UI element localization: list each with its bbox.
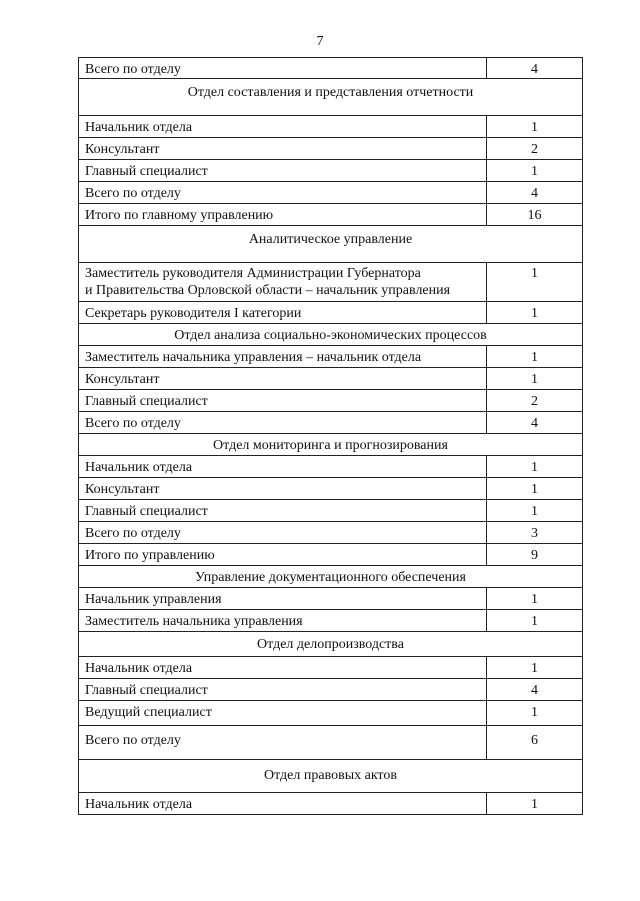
position-title: Главный специалист (79, 679, 487, 701)
position-count: 1 (487, 478, 583, 500)
position-title: Заместитель начальника управления (79, 610, 487, 632)
table-row (79, 160, 583, 182)
position-title: Консультант (79, 478, 487, 500)
position-count: 2 (487, 138, 583, 160)
position-title: Главный специалист (79, 500, 487, 522)
position-count: 1 (487, 346, 583, 368)
section-row (79, 79, 583, 116)
section-row (79, 632, 583, 657)
position-title: Консультант (79, 138, 487, 160)
section-heading: Отдел правовых актов (79, 760, 583, 793)
position-title: Итого по главному управлению (79, 204, 487, 226)
position-title: Всего по отделу (79, 412, 487, 434)
position-title: Заместитель начальника управления – начальник отдела (79, 346, 487, 368)
table-row (79, 544, 583, 566)
section-heading: Аналитическое управление (79, 226, 583, 263)
position-title: Всего по отделу (79, 726, 487, 760)
position-count: 1 (487, 456, 583, 478)
position-title: Итого по управлению (79, 544, 487, 566)
table-row (79, 182, 583, 204)
position-count: 4 (487, 182, 583, 204)
section-heading: Управление документационного обеспечения (79, 566, 583, 588)
position-title: Всего по отделу (79, 58, 487, 79)
position-count: 1 (487, 263, 583, 302)
table-row (79, 456, 583, 478)
position-count: 6 (487, 726, 583, 760)
position-title: Начальник управления (79, 588, 487, 610)
position-title: Начальник отдела (79, 657, 487, 679)
position-title: Ведущий специалист (79, 701, 487, 726)
position-count: 16 (487, 204, 583, 226)
table-row (79, 522, 583, 544)
section-row (79, 760, 583, 793)
position-title: Главный специалист (79, 160, 487, 182)
position-count: 4 (487, 679, 583, 701)
position-title: Начальник отдела (79, 456, 487, 478)
section-heading: Отдел мониторинга и прогнозирования (79, 434, 583, 456)
position-count: 4 (487, 58, 583, 79)
section-row (79, 324, 583, 346)
position-count: 3 (487, 522, 583, 544)
table-row (79, 726, 583, 760)
table-row (79, 500, 583, 522)
position-count: 1 (487, 500, 583, 522)
position-count: 1 (487, 302, 583, 324)
section-row (79, 566, 583, 588)
table-row (79, 116, 583, 138)
position-count: 1 (487, 793, 583, 815)
staffing-table-body (79, 58, 583, 815)
table-row (79, 793, 583, 815)
position-title: Всего по отделу (79, 522, 487, 544)
position-count: 9 (487, 544, 583, 566)
staffing-table (78, 57, 583, 815)
position-title: Всего по отделу (79, 182, 487, 204)
table-row (79, 657, 583, 679)
table-row (79, 478, 583, 500)
table-row (79, 346, 583, 368)
table-row (79, 368, 583, 390)
table-row (79, 679, 583, 701)
table-row (79, 302, 583, 324)
position-count: 1 (487, 588, 583, 610)
position-count: 1 (487, 610, 583, 632)
section-heading: Отдел делопроизводства (79, 632, 583, 657)
section-heading: Отдел составления и представления отчетности (79, 79, 583, 116)
position-count: 4 (487, 412, 583, 434)
section-heading: Отдел анализа социально-экономических процессов (79, 324, 583, 346)
position-count: 1 (487, 116, 583, 138)
section-row (79, 434, 583, 456)
position-count: 1 (487, 368, 583, 390)
table-row (79, 412, 583, 434)
position-title: Начальник отдела (79, 793, 487, 815)
position-title: Секретарь руководителя I категории (79, 302, 487, 324)
position-count: 2 (487, 390, 583, 412)
position-title: Консультант (79, 368, 487, 390)
table-row (79, 701, 583, 726)
page-number: 7 (316, 34, 324, 49)
table-row (79, 588, 583, 610)
section-row (79, 226, 583, 263)
table-row (79, 263, 583, 302)
table-row (79, 390, 583, 412)
table-row (79, 138, 583, 160)
position-title: Заместитель руководителя Администрации Губернатора и Правительства Орловской области – начальник управления (79, 263, 487, 302)
table-row (79, 610, 583, 632)
table-row (79, 58, 583, 79)
position-count: 1 (487, 657, 583, 679)
table-row (79, 204, 583, 226)
position-count: 1 (487, 160, 583, 182)
position-count: 1 (487, 701, 583, 726)
position-title: Начальник отдела (79, 116, 487, 138)
position-title: Главный специалист (79, 390, 487, 412)
